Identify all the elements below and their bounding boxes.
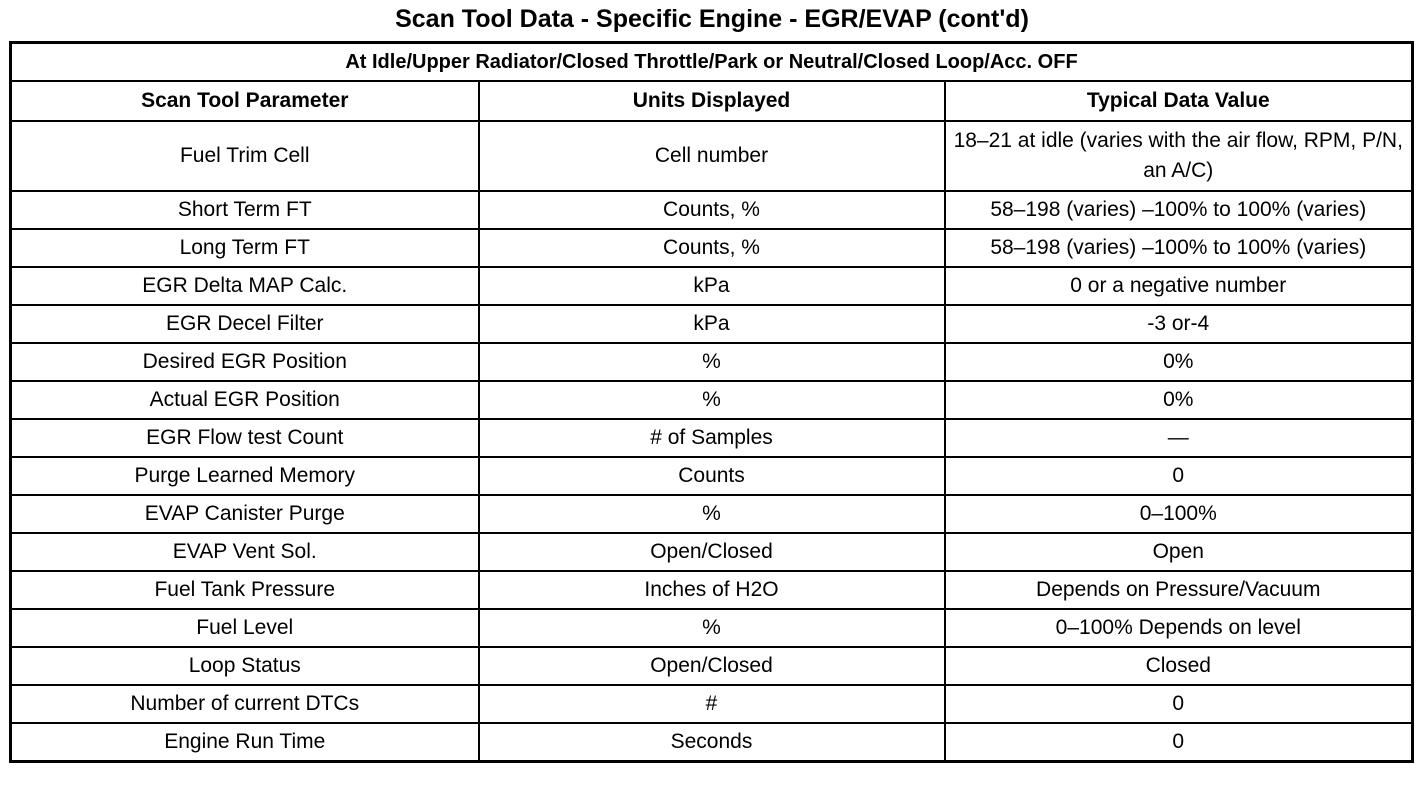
conditions-row xyxy=(11,43,1413,82)
value-cell: -3 or-4 xyxy=(945,305,1413,343)
table-row xyxy=(11,419,1413,457)
parameter-cell: Actual EGR Position xyxy=(11,381,479,419)
value-cell: 58–198 (varies) –100% to 100% (varies) xyxy=(945,191,1413,229)
table-row xyxy=(11,381,1413,419)
parameter-cell: Long Term FT xyxy=(11,229,479,267)
units-cell: % xyxy=(479,609,945,647)
parameter-cell: Fuel Trim Cell xyxy=(11,121,479,191)
value-cell: 0 xyxy=(945,723,1413,762)
value-cell: 0 xyxy=(945,457,1413,495)
units-cell: kPa xyxy=(479,305,945,343)
scan-tool-data-table xyxy=(9,41,1414,763)
parameter-cell: Loop Status xyxy=(11,647,479,685)
units-cell: Cell number xyxy=(479,121,945,191)
parameter-cell: EVAP Vent Sol. xyxy=(11,533,479,571)
value-cell: 18–21 at idle (varies with the air flow, RPM, P/N, an A/C) xyxy=(945,121,1413,191)
value-cell: 58–198 (varies) –100% to 100% (varies) xyxy=(945,229,1413,267)
units-cell: Open/Closed xyxy=(479,533,945,571)
units-cell: kPa xyxy=(479,267,945,305)
parameter-cell: Engine Run Time xyxy=(11,723,479,762)
units-cell: Seconds xyxy=(479,723,945,762)
value-cell: 0 xyxy=(945,685,1413,723)
units-cell: % xyxy=(479,381,945,419)
parameter-cell: EGR Decel Filter xyxy=(11,305,479,343)
table-row xyxy=(11,343,1413,381)
table-row xyxy=(11,723,1413,762)
table-row xyxy=(11,305,1413,343)
column-header-units: Units Displayed xyxy=(479,81,945,121)
units-cell: Open/Closed xyxy=(479,647,945,685)
units-cell: # xyxy=(479,685,945,723)
column-header-parameter: Scan Tool Parameter xyxy=(11,81,479,121)
value-cell: Closed xyxy=(945,647,1413,685)
parameter-cell: EVAP Canister Purge xyxy=(11,495,479,533)
table-row xyxy=(11,457,1413,495)
parameter-cell: EGR Flow test Count xyxy=(11,419,479,457)
parameter-cell: Fuel Tank Pressure xyxy=(11,571,479,609)
parameter-cell: EGR Delta MAP Calc. xyxy=(11,267,479,305)
header-row xyxy=(11,81,1413,121)
value-cell: Open xyxy=(945,533,1413,571)
units-cell: % xyxy=(479,495,945,533)
table-row xyxy=(11,121,1413,191)
column-header-value: Typical Data Value xyxy=(945,81,1413,121)
value-cell: 0–100% Depends on level xyxy=(945,609,1413,647)
value-cell: 0 or a negative number xyxy=(945,267,1413,305)
parameter-cell: Number of current DTCs xyxy=(11,685,479,723)
table-row xyxy=(11,267,1413,305)
units-cell: Inches of H2O xyxy=(479,571,945,609)
value-cell: 0% xyxy=(945,343,1413,381)
table-row xyxy=(11,533,1413,571)
parameter-cell: Purge Learned Memory xyxy=(11,457,479,495)
value-cell: — xyxy=(945,419,1413,457)
parameter-cell: Short Term FT xyxy=(11,191,479,229)
table-row xyxy=(11,495,1413,533)
table-row xyxy=(11,647,1413,685)
value-cell: Depends on Pressure/Vacuum xyxy=(945,571,1413,609)
conditions-banner: At Idle/Upper Radiator/Closed Throttle/Park or Neutral/Closed Loop/Acc. OFF xyxy=(11,43,1413,82)
parameter-cell: Fuel Level xyxy=(11,609,479,647)
table-row xyxy=(11,609,1413,647)
units-cell: Counts, % xyxy=(479,229,945,267)
table-row xyxy=(11,191,1413,229)
units-cell: Counts xyxy=(479,457,945,495)
page-title: Scan Tool Data - Specific Engine - EGR/EVAP (cont'd) xyxy=(395,5,1029,33)
units-cell: Counts, % xyxy=(479,191,945,229)
parameter-cell: Desired EGR Position xyxy=(11,343,479,381)
units-cell: % xyxy=(479,343,945,381)
table-row xyxy=(11,685,1413,723)
table-row xyxy=(11,571,1413,609)
value-cell: 0% xyxy=(945,381,1413,419)
value-cell: 0–100% xyxy=(945,495,1413,533)
units-cell: # of Samples xyxy=(479,419,945,457)
table-row xyxy=(11,229,1413,267)
